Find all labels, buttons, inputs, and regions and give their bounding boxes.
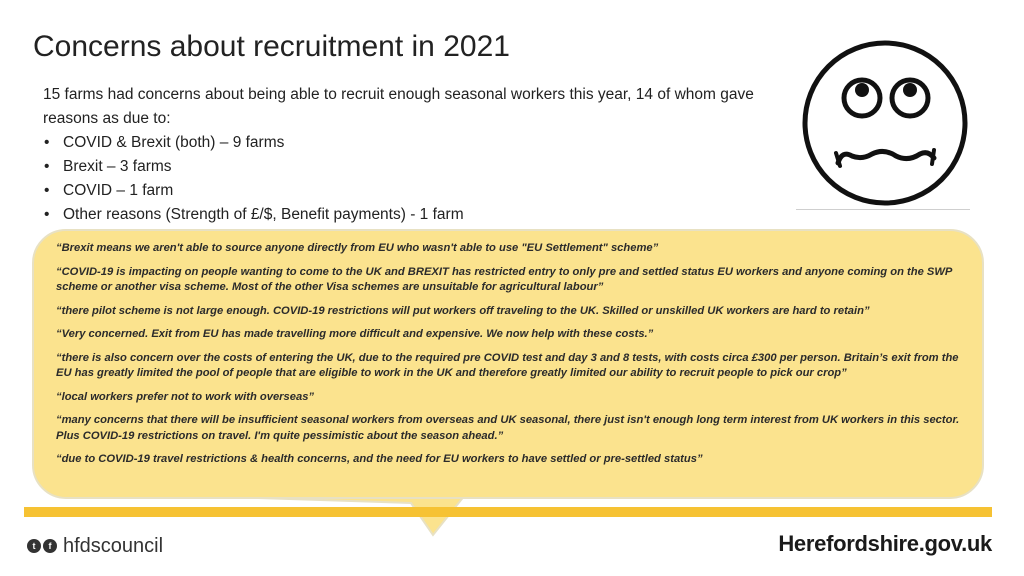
speech-bubble-tail — [165, 495, 465, 545]
quote: “Brexit means we aren't able to source anyone directly from EU who wasn't able to use "EU Settlement" scheme” — [56, 242, 659, 254]
worried-face-icon — [800, 38, 970, 208]
social-handle-group[interactable] — [27, 533, 163, 559]
quote: “many concerns that there will be insufficient seasonal workers from overseas and UK seasonal, there just isn't enough long term interest from UK workers in this sector. Plus COVID-19 restrictions on travel. I'm quite pessimistic about the season ahead.” — [56, 414, 960, 442]
reason-item: • COVID & Brexit (both) – 9 farms — [43, 131, 803, 155]
council-logo[interactable]: Herefordshire.gov.uk — [778, 531, 992, 556]
reason-item: • Other reasons (Strength of £/$, Benefit payments) - 1 farm — [43, 203, 803, 227]
quote: “Very concerned. Exit from EU has made travelling more difficult and expensive. We now help with these costs.” — [56, 328, 654, 340]
intro-line-1: 15 farms had concerns about being able to recruit enough seasonal workers this year, 14 of whom gave — [43, 86, 754, 103]
reasons-list — [43, 131, 803, 227]
quote: “local workers prefer not to work with overseas” — [56, 390, 315, 403]
social-handle: hfdscouncil — [63, 534, 164, 557]
divider — [796, 209, 970, 210]
intro-line-2: reasons as due to: — [43, 110, 171, 127]
reason-item: • Brexit – 3 farms — [43, 155, 803, 179]
page-title: Concerns about recruitment in 2021 — [33, 30, 510, 63]
reason-item: • COVID – 1 farm — [43, 179, 803, 203]
twitter-icon[interactable]: t — [27, 539, 41, 553]
intro-section — [43, 83, 803, 227]
facebook-icon[interactable]: f — [43, 539, 57, 553]
quote: “COVID-19 is impacting on people wanting to come to the UK and BREXIT has restricted entry to only pre and settled status EU workers and anyone coming on the SWP scheme or another visa scheme. Most of the other Visa schemes are unsuitable for agricultural labour” — [56, 265, 952, 293]
footer-accent-bar — [24, 507, 992, 517]
quote: “there is also concern over the costs of entering the UK, due to the required pre COVID test and day 3 and 8 tests, with costs circa £300 per person. Britain’s exit from the EU has greatly limited the pool of people that are eligible to work in the UK and therefore greatly limited our ability to recruit people to pick our crop” — [56, 351, 959, 379]
quotes-speech-bubble — [32, 229, 984, 499]
quote: “due to COVID-19 travel restrictions & health concerns, and the need for EU workers to have settled or pre-settled status” — [56, 453, 703, 465]
quote: “there pilot scheme is not large enough. COVID-19 restrictions will put workers off traveling to the UK. Skilled or unskilled UK workers are hard to retain” — [56, 304, 870, 317]
